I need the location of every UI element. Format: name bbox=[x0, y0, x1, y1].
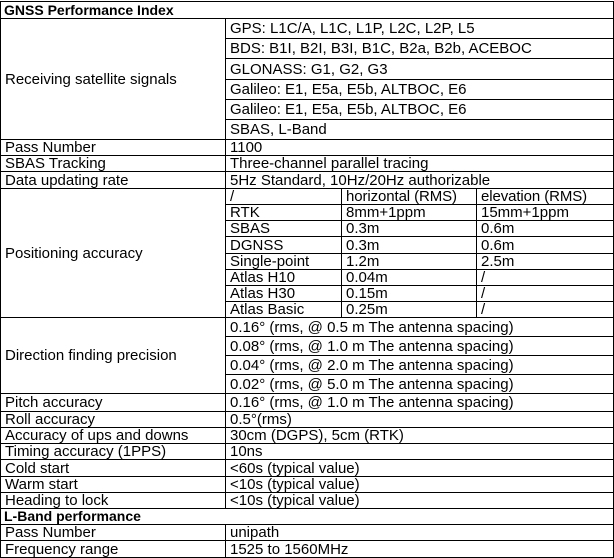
receiving-line: GPS: L1C/A, L1C, L1P, L2C, L2P, L5 bbox=[226, 19, 614, 39]
receiving-line: SBAS, L-Band bbox=[226, 120, 614, 140]
positioning-row-elevation: / bbox=[477, 286, 614, 302]
receiving-line: Galileo: E1, E5a, E5b, ALTBOC, E6 bbox=[226, 80, 614, 100]
positioning-row-horizontal: 0.25m bbox=[342, 302, 477, 318]
positioning-row-horizontal: 0.3m bbox=[342, 237, 477, 254]
section-title-lband: L-Band performance bbox=[0, 509, 614, 525]
freq-range-value: 1525 to 1560MHz bbox=[226, 541, 614, 558]
roll-label: Roll accuracy bbox=[0, 412, 226, 428]
direction-label: Direction finding precision bbox=[0, 318, 226, 394]
direction-line: 0.16° (rms, @ 0.5 m The antenna spacing) bbox=[226, 318, 614, 337]
lband-pass-value: unipath bbox=[226, 525, 614, 541]
positioning-row-elevation: 15mm+1ppm bbox=[477, 205, 614, 221]
pass-number-value: 1100 bbox=[226, 140, 614, 156]
data-rate-value: 5Hz Standard, 10Hz/20Hz authorizable bbox=[226, 172, 614, 189]
freq-range-label: Frequency range bbox=[0, 541, 226, 558]
positioning-row-label: Atlas Basic bbox=[226, 302, 342, 318]
positioning-row-elevation: 0.6m bbox=[477, 237, 614, 254]
positioning-row-label: RTK bbox=[226, 205, 342, 221]
ups-downs-label: Accuracy of ups and downs bbox=[0, 428, 226, 444]
positioning-row-elevation: 2.5m bbox=[477, 254, 614, 270]
positioning-row-label: Atlas H10 bbox=[226, 270, 342, 286]
positioning-row-elevation: 0.6m bbox=[477, 221, 614, 237]
heading-lock-label: Heading to lock bbox=[0, 493, 226, 509]
lband-pass-label: Pass Number bbox=[0, 525, 226, 541]
timing-value: 10ns bbox=[226, 444, 614, 460]
cold-start-label: Cold start bbox=[0, 460, 226, 477]
positioning-row-horizontal: 0.04m bbox=[342, 270, 477, 286]
positioning-row-horizontal: 8mm+1ppm bbox=[342, 205, 477, 221]
ups-downs-value: 30cm (DGPS), 5cm (RTK) bbox=[226, 428, 614, 444]
pitch-label: Pitch accuracy bbox=[0, 394, 226, 412]
positioning-row-elevation: / bbox=[477, 270, 614, 286]
timing-label: Timing accuracy (1PPS) bbox=[0, 444, 226, 460]
data-rate-label: Data updating rate bbox=[0, 172, 226, 189]
direction-line: 0.02° (rms, @ 5.0 m The antenna spacing) bbox=[226, 375, 614, 394]
positioning-row-label: SBAS bbox=[226, 221, 342, 237]
receiving-line: GLONASS: G1, G2, G3 bbox=[226, 59, 614, 80]
positioning-row-label: Single-point bbox=[226, 254, 342, 270]
sbas-tracking-value: Three-channel parallel tracing bbox=[226, 156, 614, 172]
pass-number-label: Pass Number bbox=[0, 140, 226, 156]
positioning-header-cell: elevation (RMS) bbox=[477, 189, 614, 205]
positioning-row-horizontal: 1.2m bbox=[342, 254, 477, 270]
positioning-header-cell: horizontal (RMS) bbox=[342, 189, 477, 205]
sbas-tracking-label: SBAS Tracking bbox=[0, 156, 226, 172]
positioning-row-elevation: / bbox=[477, 302, 614, 318]
cold-start-value: <60s (typical value) bbox=[226, 460, 614, 477]
positioning-header-cell: / bbox=[226, 189, 342, 205]
section-title-gnss: GNSS Performance Index bbox=[0, 1, 614, 19]
receiving-line: BDS: B1I, B2I, B3I, B1C, B2a, B2b, ACEBOC bbox=[226, 39, 614, 59]
warm-start-value: <10s (typical value) bbox=[226, 477, 614, 493]
receiving-line: Galileo: E1, E5a, E5b, ALTBOC, E6 bbox=[226, 100, 614, 120]
positioning-row-label: DGNSS bbox=[226, 237, 342, 254]
direction-line: 0.08° (rms, @ 1.0 m The antenna spacing) bbox=[226, 337, 614, 356]
positioning-label: Positioning accuracy bbox=[0, 189, 226, 318]
positioning-row-horizontal: 0.15m bbox=[342, 286, 477, 302]
warm-start-label: Warm start bbox=[0, 477, 226, 493]
positioning-row-label: Atlas H30 bbox=[226, 286, 342, 302]
receiving-label: Receiving satellite signals bbox=[0, 19, 226, 140]
heading-lock-value: <10s (typical value) bbox=[226, 493, 614, 509]
direction-line: 0.04° (rms, @ 2.0 m The antenna spacing) bbox=[226, 356, 614, 375]
roll-value: 0.5°(rms) bbox=[226, 412, 614, 428]
pitch-value: 0.16° (rms, @ 1.0 m The antenna spacing) bbox=[226, 394, 614, 412]
positioning-row-horizontal: 0.3m bbox=[342, 221, 477, 237]
